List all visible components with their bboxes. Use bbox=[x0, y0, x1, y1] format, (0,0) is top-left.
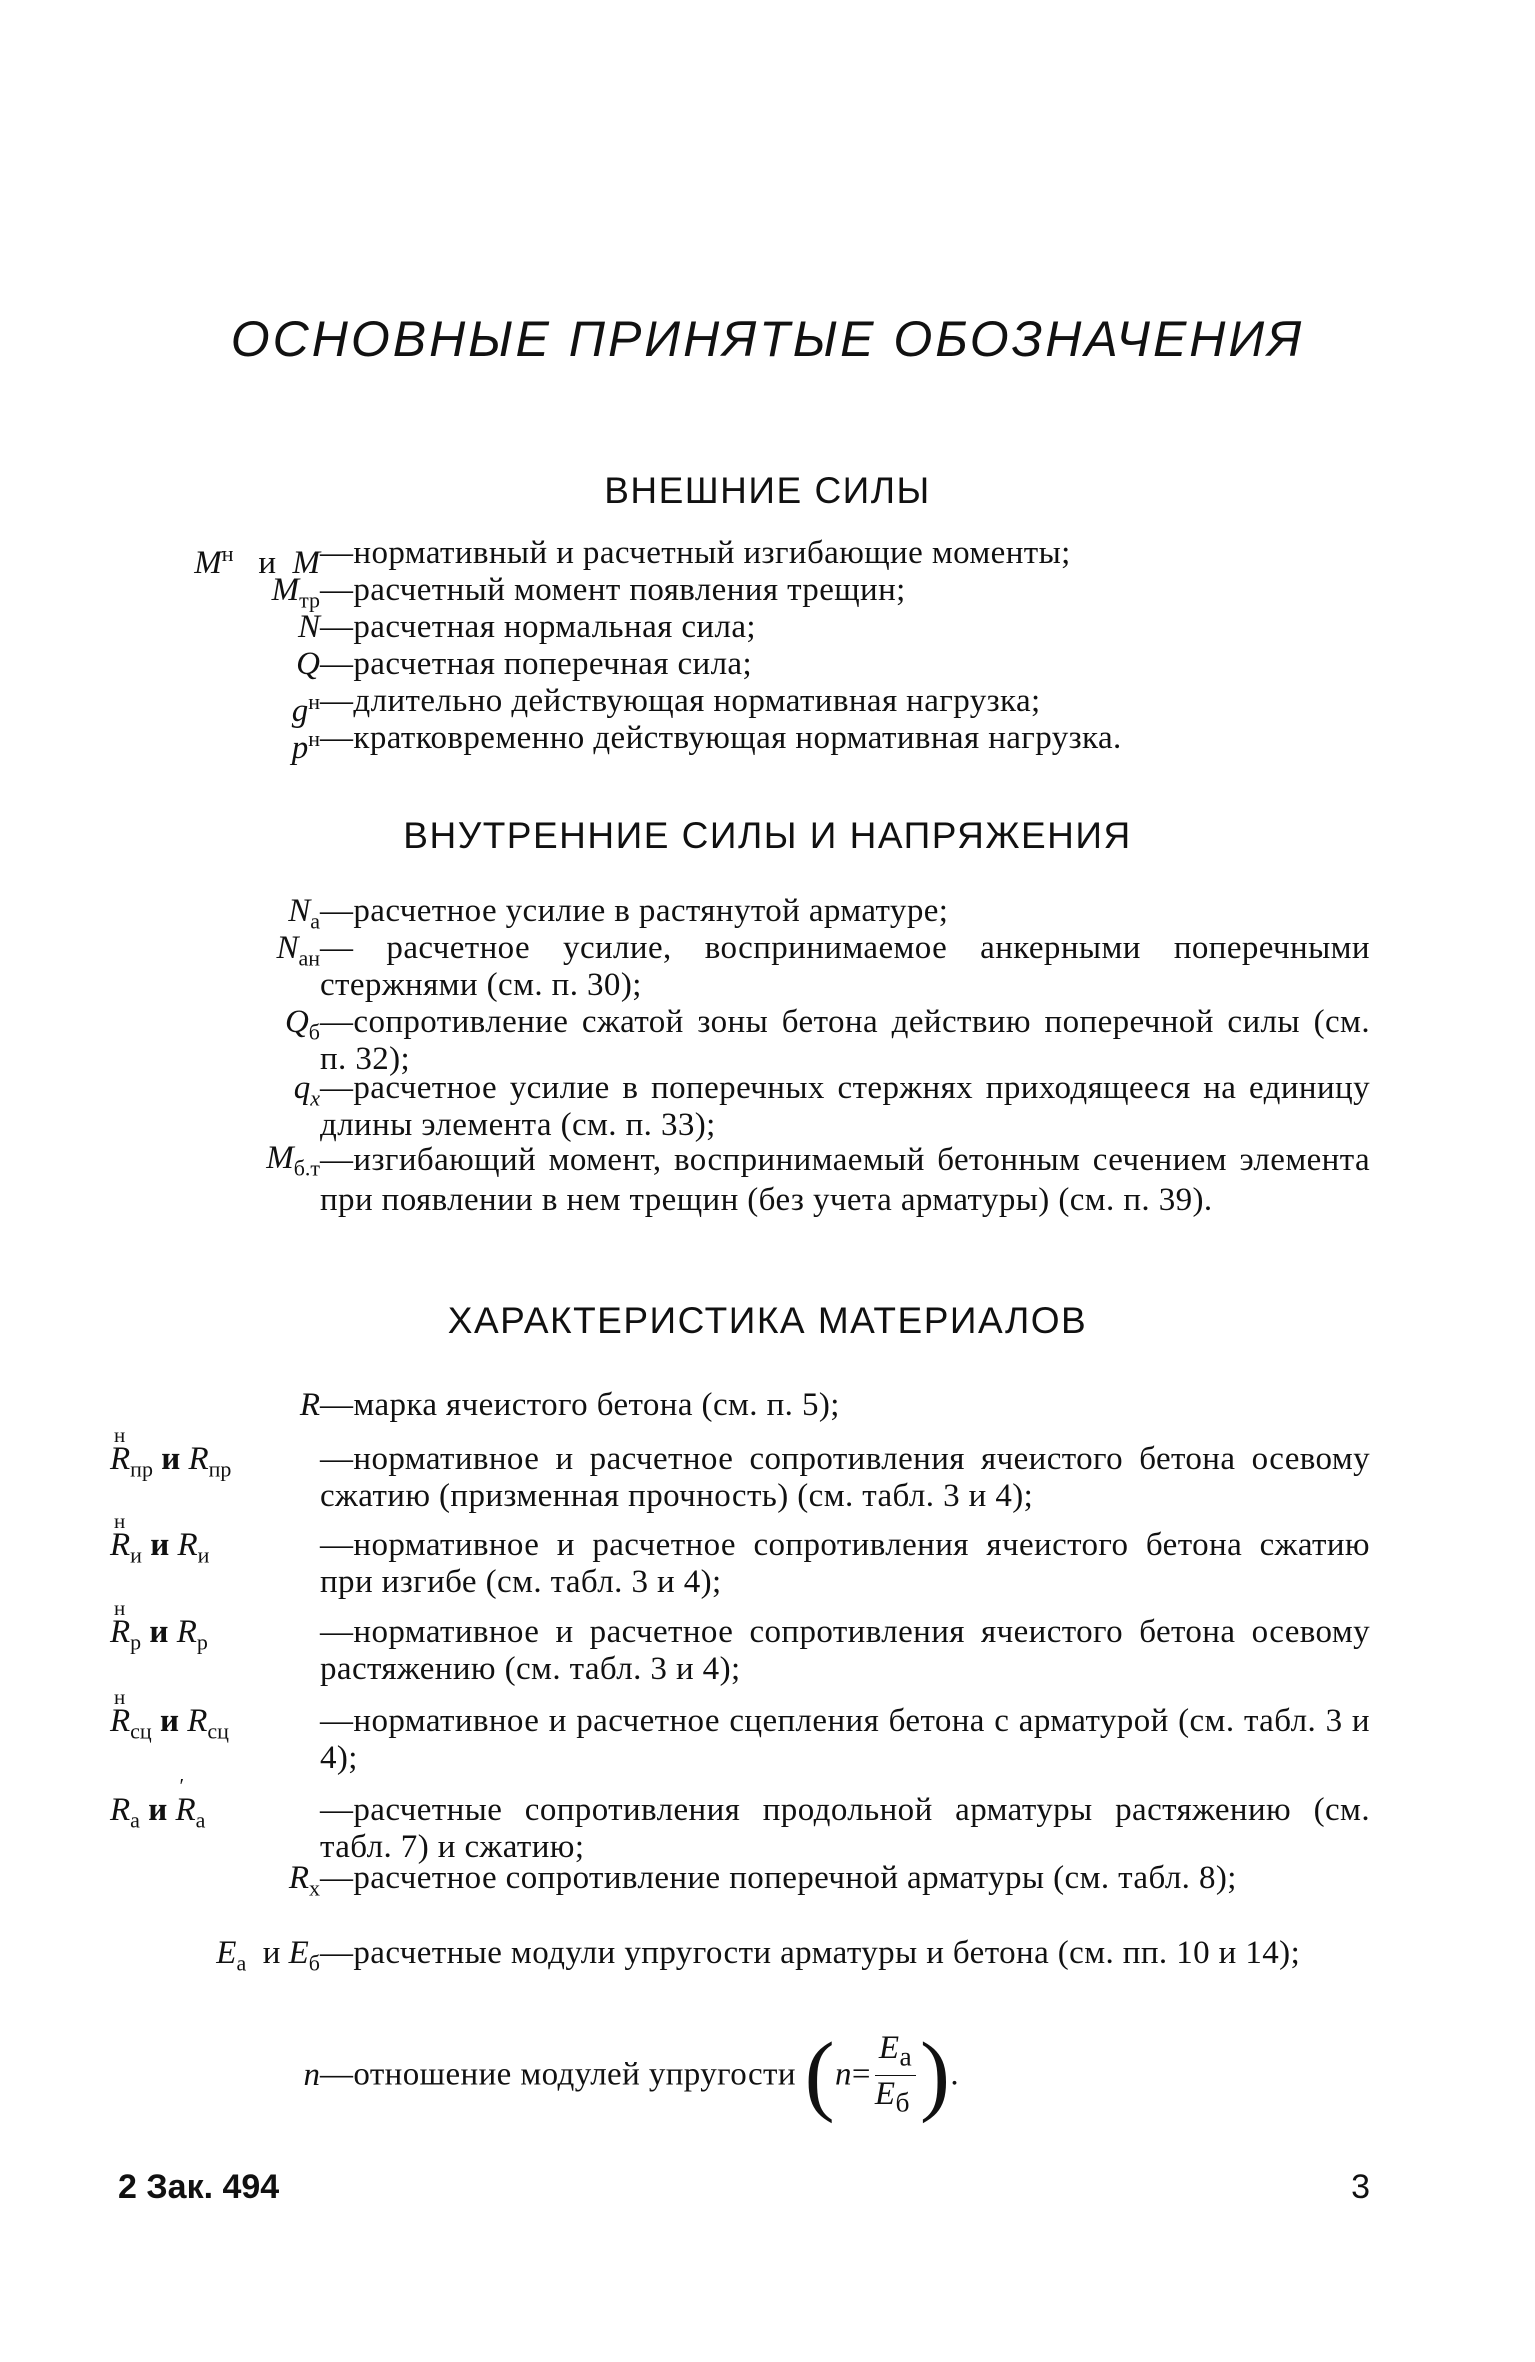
notation-symbol: $N_{ан}$ bbox=[276, 930, 320, 971]
notation-symbol: $q_x$ bbox=[293, 1070, 320, 1111]
notation-text: —расчетные модули упругости арматуры и бетона (см. пп. 10 и 14); bbox=[320, 1935, 1301, 1971]
page-title: ОСНОВНЫЕ ПРИНЯТЫЕ ОБОЗНАЧЕНИЯ bbox=[230, 311, 1305, 367]
notation-text: —нормативное и расчетное сопротивления ячеистого бетона сжатию при изгибе (см. табл. 3 и 4); bbox=[320, 1527, 1370, 1600]
page-number: 3 bbox=[1351, 2168, 1370, 2206]
notation-symbol: $R_х$ bbox=[288, 1860, 320, 1901]
formula-open-paren: ( bbox=[804, 2025, 835, 2125]
notation-text: —нормативный и расчетный изгибающие моменты; bbox=[320, 535, 1071, 571]
notation-text: —расчетный момент появления трещин; bbox=[320, 572, 906, 608]
notation-text: —нормативное и расчетное сопротивления ячеистого бетона осевому растяжению (см. табл. 3 и 4); bbox=[320, 1614, 1370, 1687]
notation-symbol: н $R_{пр}$ и $R_{пр}$ bbox=[110, 1423, 232, 1482]
notation-symbol: $g^н$ bbox=[291, 689, 320, 729]
notation-symbol: Q bbox=[296, 646, 320, 682]
notation-symbol: $p^н$ bbox=[291, 726, 320, 766]
notation-symbol: n bbox=[303, 2057, 320, 2093]
notation-symbol: $M^н$ и M bbox=[194, 541, 320, 581]
notation-symbol: $M_{б.т}$ bbox=[266, 1140, 320, 1181]
notation-text: —марка ячеистого бетона (см. п. 5); bbox=[320, 1387, 840, 1423]
notation-text: —расчетные сопротивления продольной арматуры растяжению (см. табл. 7) и сжатию; bbox=[320, 1792, 1370, 1865]
footer-order-number: 2 Зак. 494 bbox=[118, 2168, 280, 2206]
section-heading-materials: ХАРАКТЕРИСТИКА МАТЕРИАЛОВ bbox=[447, 1300, 1088, 1341]
formula-equals: = bbox=[851, 2056, 871, 2093]
notation-text: —расчетное усилие в поперечных стержнях приходящееся на единицу длины элемента (см. п. 33); bbox=[320, 1070, 1370, 1143]
notation-text: —сопротивление сжатой зоны бетона действию поперечной силы (см. п. 32); bbox=[320, 1004, 1370, 1077]
formula-fraction bbox=[875, 2030, 916, 2120]
notation-symbol: $N_а$ bbox=[288, 893, 320, 934]
formula-n: n bbox=[834, 2056, 852, 2093]
notation-text: —нормативное и расчетное сцепления бетона с арматурой (см. табл. 3 и 4); bbox=[320, 1703, 1370, 1776]
notation-symbol: $E_а$ и $E_б$ bbox=[216, 1935, 320, 1976]
modulus-ratio-label: —отношение модулей упругости bbox=[320, 2056, 796, 2093]
notation-text: —кратковременно действующая нормативная нагрузка. bbox=[320, 720, 1122, 756]
notation-text: —длительно действующая нормативная нагрузка; bbox=[320, 683, 1041, 719]
notation-text: —расчетное усилие в растянутой арматуре; bbox=[320, 893, 949, 929]
formula-close-paren: ) bbox=[920, 2025, 951, 2125]
section-heading-internal: ВНУТРЕННИЕ СИЛЫ И НАПРЯЖЕНИЯ bbox=[403, 815, 1132, 856]
notation-symbol: $R_а$ и ′ $R_а$ bbox=[110, 1774, 206, 1833]
fraction-numerator: $E_а$ bbox=[875, 2030, 916, 2076]
notation-text: —расчетное сопротивление поперечной арматуры (см. табл. 8); bbox=[320, 1860, 1237, 1896]
notation-text: —отношение модулей упругости (n= $\frac{E_а}{E_б}$ ). bbox=[320, 2025, 960, 2125]
notation-symbol: N bbox=[297, 609, 320, 645]
notation-symbol: н $R_р$ и $R_р$ bbox=[110, 1596, 208, 1655]
notation-text: — расчетное усилие, воспринимаемое анкерными поперечными стержнями (см. п. 30); bbox=[320, 930, 1370, 1003]
notation-symbol: н $R_{сц}$ и $R_{сц}$ bbox=[110, 1685, 229, 1744]
notation-text: —нормативное и расчетное сопротивления ячеистого бетона осевому сжатию (призменная прочность) (см. табл. 3 и 4); bbox=[320, 1441, 1370, 1514]
notation-text: —расчетная нормальная сила; bbox=[320, 609, 756, 645]
fraction-denominator: $E_б$ bbox=[874, 2075, 910, 2118]
notation-symbol: н $R_и$ и $R_и$ bbox=[110, 1509, 210, 1568]
section-heading-external: ВНЕШНИЕ СИЛЫ bbox=[604, 470, 931, 511]
notation-symbol: R bbox=[299, 1387, 320, 1423]
notation-text: —расчетная поперечная сила; bbox=[320, 646, 753, 682]
notation-text: —изгибающий момент, воспринимаемый бетонным сечением элемента при появлении в нем трещин (без учета арматуры) (см. п. 39). bbox=[320, 1142, 1370, 1218]
notation-symbol: $Q_б$ bbox=[284, 1004, 320, 1045]
notation-symbol: $M_{тр}$ bbox=[271, 572, 320, 613]
